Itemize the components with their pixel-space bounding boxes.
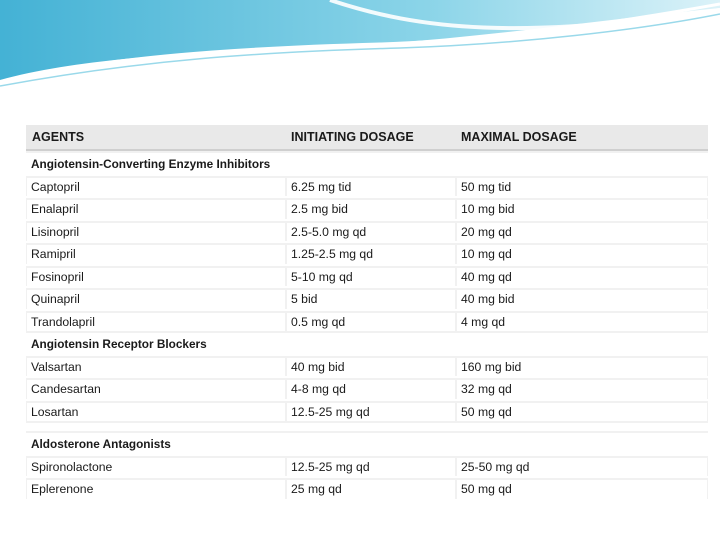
table-row xyxy=(26,196,708,219)
dosage-table xyxy=(26,125,708,496)
section-title: Angiotensin Receptor Blockers xyxy=(31,337,207,351)
table-row xyxy=(26,354,708,377)
section-header xyxy=(26,331,708,354)
header-initiating-dosage: INITIATING DOSAGE xyxy=(291,130,414,144)
agent-cell: Quinapril xyxy=(27,290,285,309)
agent-cell: Losartan xyxy=(27,403,285,422)
initiating-cell: 6.25 mg tid xyxy=(287,178,455,197)
table-row xyxy=(26,399,708,422)
header-wave-decoration xyxy=(0,0,720,90)
initiating-cell: 40 mg bid xyxy=(287,358,455,377)
section-gap xyxy=(26,421,708,431)
initiating-cell: 5-10 mg qd xyxy=(287,268,455,287)
header-maximal-dosage: MAXIMAL DOSAGE xyxy=(461,130,577,144)
section-title: Angiotensin-Converting Enzyme Inhibitors xyxy=(31,157,271,171)
maximal-cell: 10 mg bid xyxy=(457,200,707,219)
table-row xyxy=(26,309,708,332)
agent-cell: Ramipril xyxy=(27,245,285,264)
table-row xyxy=(26,241,708,264)
table-row xyxy=(26,286,708,309)
maximal-cell: 32 mg qd xyxy=(457,380,707,399)
initiating-cell: 4-8 mg qd xyxy=(287,380,455,399)
initiating-cell: 5 bid xyxy=(287,290,455,309)
table-row xyxy=(26,376,708,399)
initiating-cell: 12.5-25 mg qd xyxy=(287,458,455,477)
table-body xyxy=(26,125,708,499)
maximal-cell: 50 mg qd xyxy=(457,480,707,499)
initiating-cell: 0.5 mg qd xyxy=(287,313,455,332)
table-row xyxy=(26,454,708,477)
maximal-cell: 50 mg qd xyxy=(457,403,707,422)
initiating-cell: 2.5-5.0 mg qd xyxy=(287,223,455,242)
section-title: Aldosterone Antagonists xyxy=(31,437,171,451)
header-agents: AGENTS xyxy=(32,130,85,144)
agent-cell: Spironolactone xyxy=(27,458,285,477)
table-header xyxy=(26,125,708,151)
initiating-cell: 25 mg qd xyxy=(287,480,455,499)
initiating-cell: 12.5-25 mg qd xyxy=(287,403,455,422)
initiating-cell: 1.25-2.5 mg qd xyxy=(287,245,455,264)
maximal-cell: 40 mg bid xyxy=(457,290,707,309)
table-row xyxy=(26,219,708,242)
maximal-cell: 160 mg bid xyxy=(457,358,707,377)
maximal-cell: 25-50 mg qd xyxy=(457,458,707,477)
section-header xyxy=(26,151,708,174)
table-row xyxy=(26,174,708,197)
agent-cell: Enalapril xyxy=(27,200,285,219)
agent-cell: Eplerenone xyxy=(27,480,285,499)
table-row xyxy=(26,264,708,287)
agent-cell: Valsartan xyxy=(27,358,285,377)
agent-cell: Trandolapril xyxy=(27,313,285,332)
table-row xyxy=(26,476,708,499)
maximal-cell: 4 mg qd xyxy=(457,313,707,332)
maximal-cell: 20 mg qd xyxy=(457,223,707,242)
section-header xyxy=(26,431,708,454)
agent-cell: Candesartan xyxy=(27,380,285,399)
maximal-cell: 40 mg qd xyxy=(457,268,707,287)
maximal-cell: 10 mg qd xyxy=(457,245,707,264)
agent-cell: Captopril xyxy=(27,178,285,197)
initiating-cell: 2.5 mg bid xyxy=(287,200,455,219)
agent-cell: Fosinopril xyxy=(27,268,285,287)
maximal-cell: 50 mg tid xyxy=(457,178,707,197)
agent-cell: Lisinopril xyxy=(27,223,285,242)
